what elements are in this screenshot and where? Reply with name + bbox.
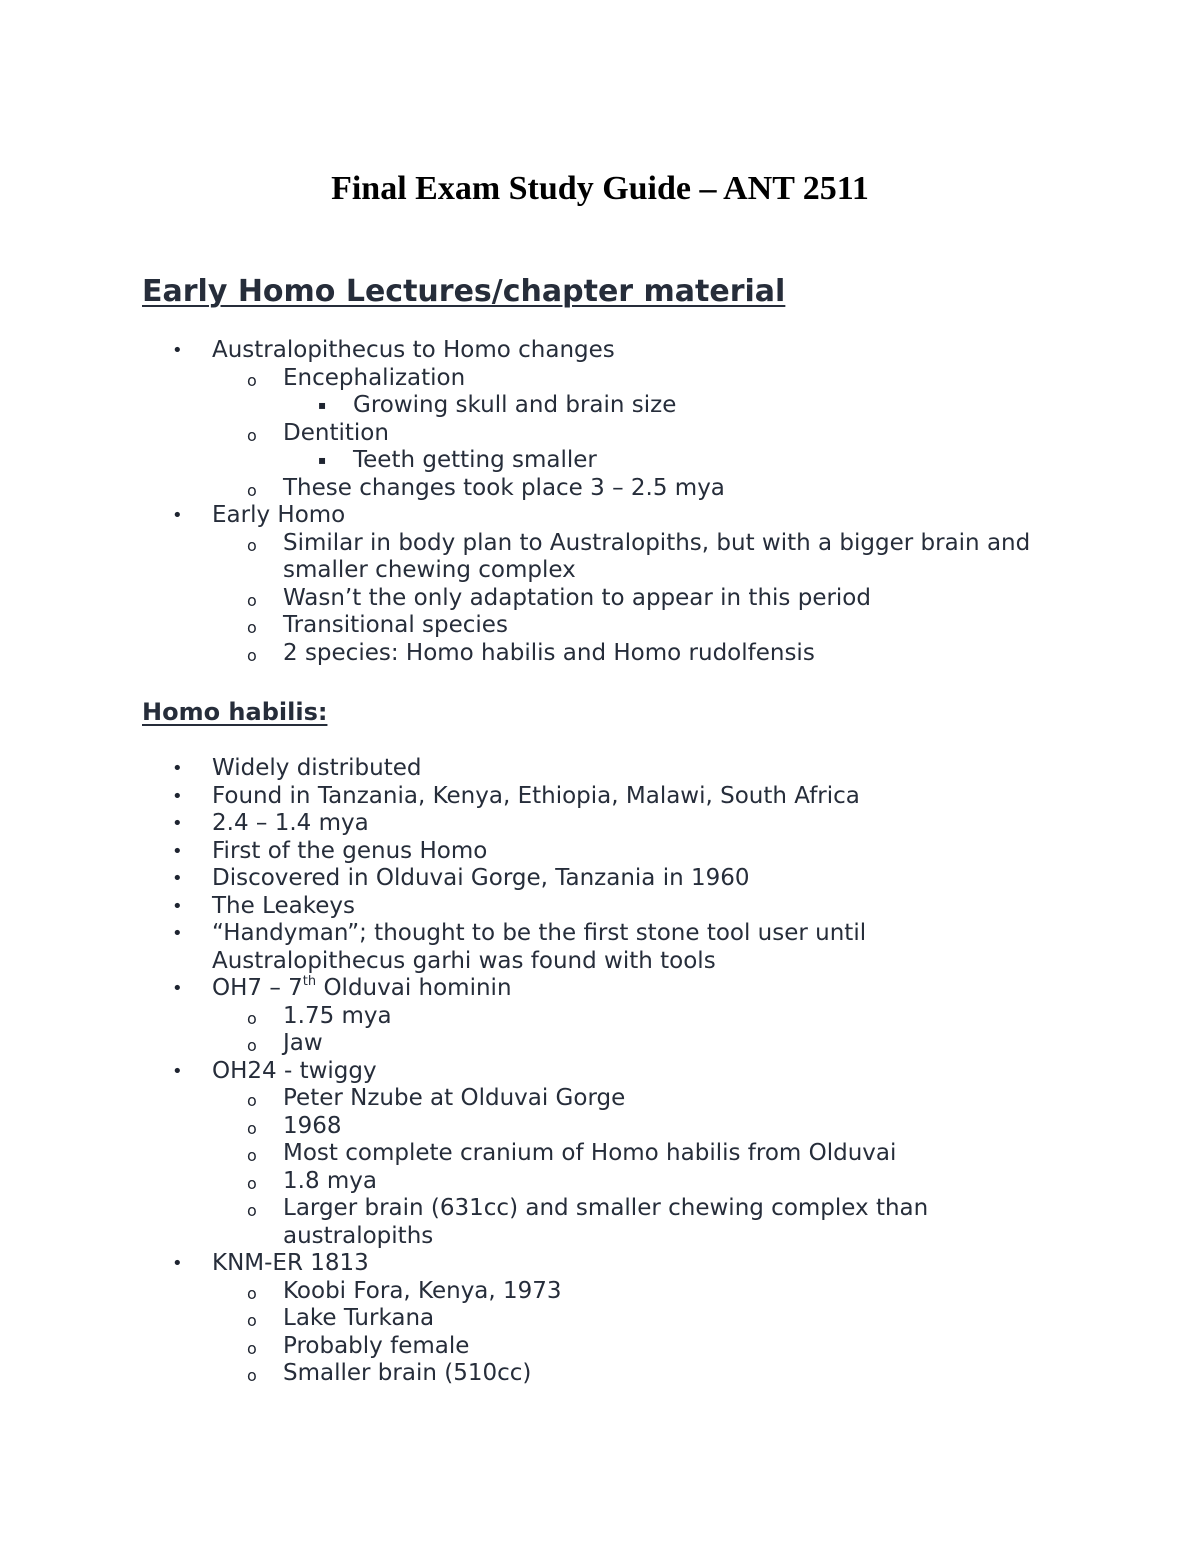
list-item-text: 2 species: Homo habilis and Homo rudolfensis (283, 639, 815, 666)
list-item-text: Dentition (283, 419, 389, 446)
list-item-text: Larger brain (631cc) and smaller chewing complex than (283, 1195, 929, 1221)
list-item (0, 838, 1200, 866)
list-item-text: 1.8 mya (283, 1167, 377, 1194)
list-item (0, 1140, 1200, 1168)
list-item (0, 755, 1200, 783)
bullet-icon: • (172, 505, 183, 526)
oh7-desc: Olduvai hominin (316, 975, 512, 1001)
circle-bullet-icon: o (247, 535, 257, 555)
list-item (0, 337, 1200, 365)
bullet-icon: • (172, 840, 183, 862)
list-item-text: australopiths (283, 1222, 434, 1249)
circle-bullet-icon: o (247, 1366, 257, 1385)
list-item (0, 920, 1200, 948)
bullet-icon: • (172, 895, 183, 917)
list-item-text: Lake Turkana (283, 1305, 435, 1331)
list-item (0, 1030, 1200, 1058)
list-item-text: Similar in body plan to Australopiths, but with a bigger brain and (283, 529, 1031, 556)
circle-bullet-icon: o (247, 1311, 257, 1330)
bullet-icon: • (172, 923, 183, 944)
list-item (0, 1168, 1200, 1196)
list-item (0, 975, 1200, 1003)
list-item (0, 1250, 1200, 1278)
bullet-icon: • (172, 1060, 183, 1082)
list-item (0, 1278, 1200, 1306)
bullet-icon: • (172, 813, 183, 834)
list-item-text: Encephalization (283, 364, 466, 391)
circle-bullet-icon: o (247, 590, 257, 610)
list-item (0, 810, 1200, 838)
list-item (0, 1360, 1200, 1388)
circle-bullet-icon: o (247, 1338, 257, 1358)
list-item-text: KNM-ER 1813 (212, 1250, 369, 1276)
circle-bullet-icon: o (247, 425, 257, 445)
list-item (0, 865, 1200, 893)
list-item-text: “Handyman”; thought to be the first stone tool user until (212, 920, 867, 946)
circle-bullet-icon: o (247, 370, 257, 390)
circle-bullet-icon: o (247, 480, 257, 500)
list-item-text: These changes took place 3 – 2.5 mya (283, 474, 725, 501)
circle-bullet-icon: o (247, 1146, 257, 1165)
list-item-text: OH24 - twiggy (212, 1057, 377, 1084)
list-item-text: Peter Nzube at Olduvai Gorge (283, 1085, 626, 1111)
list-item-text: Growing skull and brain size (353, 392, 677, 418)
list-item (0, 585, 1200, 613)
circle-bullet-icon: o (247, 645, 257, 665)
list-item-text: Most complete cranium of Homo habilis from Olduvai (283, 1140, 897, 1166)
list-item-text: Koobi Fora, Kenya, 1973 (283, 1277, 562, 1304)
early-homo-list (0, 337, 1200, 667)
list-item-text: Probably female (283, 1332, 470, 1359)
circle-bullet-icon: o (247, 1283, 257, 1303)
list-item (0, 1085, 1200, 1113)
bullet-icon: • (172, 1253, 183, 1274)
oh7-label: OH7 – 7 (212, 975, 303, 1001)
list-item-text: Early Homo (212, 502, 346, 528)
circle-bullet-icon: o (247, 1008, 257, 1028)
list-item (0, 640, 1200, 668)
list-item (0, 502, 1200, 530)
bullet-icon: • (172, 785, 183, 807)
list-item (0, 420, 1200, 448)
list-item-text: Discovered in Olduvai Gorge, Tanzania in 1960 (212, 865, 750, 891)
list-item-continuation (0, 557, 1200, 585)
list-item-text: Teeth getting smaller (353, 447, 597, 473)
list-item-text: Widely distributed (212, 755, 422, 781)
circle-bullet-icon: o (247, 1091, 257, 1110)
list-item-text: Australopithecus to Homo changes (212, 337, 615, 363)
list-item-text: First of the genus Homo (212, 837, 488, 864)
list-item (0, 392, 1200, 420)
list-item-text: 1.75 mya (283, 1002, 392, 1029)
section-heading-homo-habilis: Homo habilis: (142, 698, 328, 726)
list-item-text: 1968 (283, 1112, 342, 1139)
ordinal-suffix: th (302, 974, 317, 989)
circle-bullet-icon: o (247, 1173, 257, 1193)
homo-habilis-list (0, 755, 1200, 1388)
list-item (0, 1305, 1200, 1333)
list-item (0, 1333, 1200, 1361)
list-item-text (212, 975, 512, 1003)
list-item-continuation (0, 948, 1200, 976)
circle-bullet-icon: o (247, 618, 257, 637)
bullet-icon: • (172, 868, 183, 889)
list-item-text: Wasn’t the only adaptation to appear in this period (283, 584, 871, 611)
list-item (0, 530, 1200, 558)
list-item (0, 1058, 1200, 1086)
circle-bullet-icon: o (247, 1118, 257, 1138)
bullet-icon: • (172, 978, 183, 999)
list-item (0, 475, 1200, 503)
list-item-text: The Leakeys (212, 892, 355, 919)
list-item (0, 365, 1200, 393)
list-item-text: smaller chewing complex (283, 557, 576, 583)
circle-bullet-icon: o (247, 1036, 257, 1055)
list-item-text: 2.4 – 1.4 mya (212, 810, 369, 836)
square-bullet-icon: ▪ (318, 453, 327, 467)
list-item (0, 783, 1200, 811)
bullet-icon: • (172, 340, 183, 361)
document-title: Final Exam Study Guide – ANT 2511 (331, 170, 869, 207)
list-item (0, 1003, 1200, 1031)
list-item-text: Found in Tanzania, Kenya, Ethiopia, Malawi, South Africa (212, 782, 860, 809)
circle-bullet-icon: o (247, 1201, 257, 1220)
list-item (0, 893, 1200, 921)
list-item-text: Jaw (283, 1030, 323, 1056)
square-bullet-icon: ▪ (318, 398, 327, 412)
list-item-text: Smaller brain (510cc) (283, 1360, 532, 1386)
bullet-icon: • (172, 758, 183, 779)
list-item (0, 447, 1200, 475)
list-item (0, 1195, 1200, 1223)
list-item-text: Transitional species (283, 612, 508, 638)
list-item-text: Australopithecus garhi was found with tools (212, 947, 716, 974)
list-item-continuation (0, 1223, 1200, 1251)
list-item (0, 612, 1200, 640)
list-item (0, 1113, 1200, 1141)
section-heading-early-homo: Early Homo Lectures/chapter material (142, 274, 786, 309)
